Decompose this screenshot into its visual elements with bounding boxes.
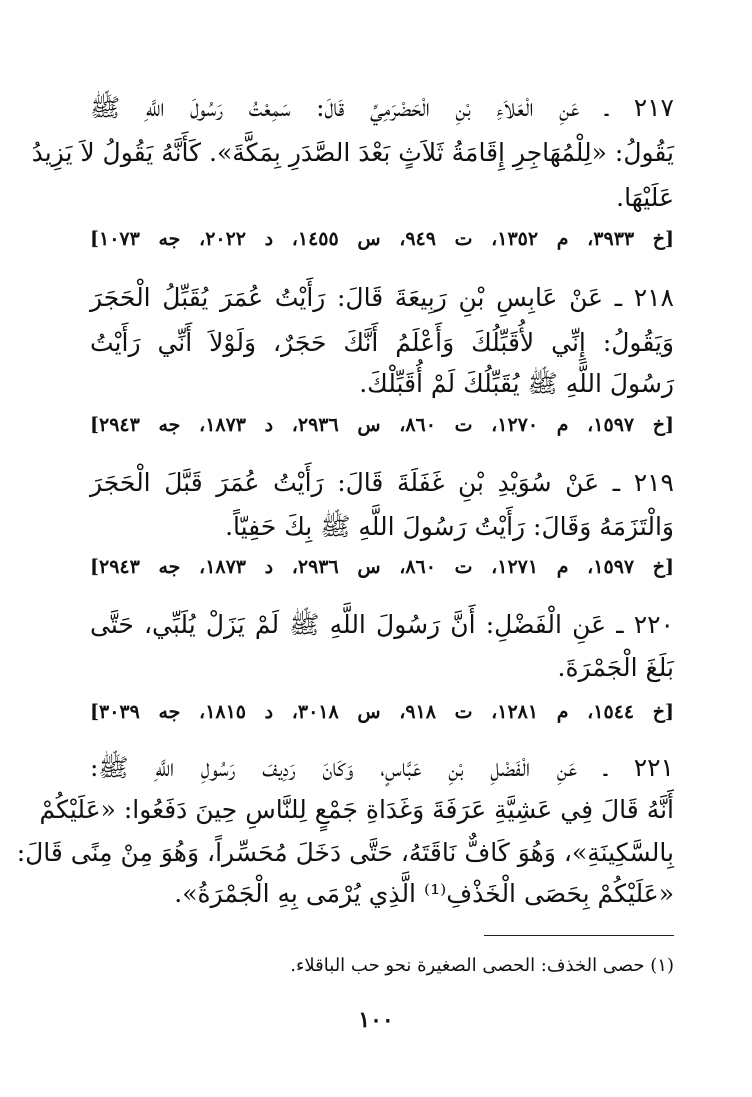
hadith-221-line-2: أَنَّهُ قَالَ فِي عَشِيَّةِ عَرَفَةَ وَغَدَاةِ جَمْعٍ لِلنَّاسِ حِينَ دَفَعُوا: «عَلَيْكُمْ (39, 795, 674, 824)
hadith-217-line-3: عَلَيْهَا. (616, 183, 674, 212)
hadith-219-line-2: وَالْتَزَمَهُ وَقَالَ: رَأَيْتُ رَسُولَ اللَّهِ ﷺ بِكَ حَفِيّاً. (225, 512, 674, 541)
hadith-218-line-3: رَسُولَ اللَّهِ ﷺ يُقَبِّلُكَ لَمْ أُقَبِّلْكَ. (359, 369, 674, 398)
hadith-221-line-3: بِالسَّكِينَةِ»، وَهُوَ كَافٌّ نَاقَتَهُ، حَتَّى دَخَلَ مُحَسِّراً، وَهُوَ مِنْ مِنًى قَالَ: (16, 838, 674, 867)
hadith-220-line-1: ٢٢٠ ـ عَنِ الْفَضْلِ: أَنَّ رَسُولَ اللَّهِ ﷺ لَمْ يَزَلْ يُلَبِّي، حَتَّى (90, 610, 674, 639)
hadith-219-reference: [خ ١٥٩٧، م ١٢٧١، ت ٨٦٠، س ٢٩٣٦، د ١٨٧٣، جه ٢٩٤٣] (90, 556, 675, 578)
footnote-divider (484, 935, 674, 936)
page-number: ١٠٠ (358, 1007, 394, 1033)
hadith-219-line-1: ٢١٩ ـ عَنْ سُوَيْدِ بْنِ غَفَلَةَ قَالَ: رَأَيْتُ عُمَرَ قَبَّلَ الْحَجَرَ (90, 468, 674, 497)
hadith-218-line-1: ٢١٨ ـ عَنْ عَابِسِ بْنِ رَبِيعَةَ قَالَ: رَأَيْتُ عُمَرَ يُقَبِّلُ الْحَجَرَ (90, 283, 674, 312)
hadith-217-line-2: يَقُولُ: «لِلْمُهَاجِرِ إِقَامَةُ ثَلاَثٍ بَعْدَ الصَّدَرِ بِمَكَّةَ». كَأَنَّهُ يَقُولُ لاَ يَزِيدُ (31, 138, 674, 167)
hadith-220-line-2: بَلَغَ الْجَمْرَةَ. (557, 653, 674, 682)
hadith-221-line-4: «عَلَيْكُمْ بِحَصَى الْخَذْفِ⁽¹⁾ الَّذِي يُرْمَى بِهِ الْجَمْرَةُ». (174, 879, 674, 908)
hadith-217-line-1: ٢١٧ ـ عَنِ الْعَلاَءِ بْنِ الْحَضْرَمِيِّ قَالَ: سَمِعْتُ رَسُولَ اللَّهِ ﷺ (90, 93, 674, 122)
hadith-217-reference: [خ ٣٩٣٣، م ١٣٥٢، ت ٩٤٩، س ١٤٥٥، د ٢٠٢٢، جه ١٠٧٣] (90, 228, 675, 250)
hadith-220-reference: [خ ١٥٤٤، م ١٢٨١، ت ٩١٨، س ٣٠١٨، د ١٨١٥، جه ٣٠٣٩] (90, 701, 675, 723)
hadith-218-reference: [خ ١٥٩٧، م ١٢٧٠، ت ٨٦٠، س ٢٩٣٦، د ١٨٧٣، جه ٢٩٤٣] (90, 414, 675, 436)
footnote: (١) حصى الخذف: الحصى الصغيرة نحو حب الباقلاء. (290, 955, 674, 976)
hadith-218-line-2: وَيَقُولُ: إِنِّي لأُقَبِّلُكَ وَأَعْلَمُ أَنَّكَ حَجَرٌ، وَلَوْلاَ أَنِّي رَأَيْتُ (90, 328, 674, 357)
hadith-221-line-1: ٢٢١ ـ عَنِ الْفَضْلِ بْنِ عَبَّاسٍ، وَكَانَ رَدِيفَ رَسُولِ اللَّهِ ﷺ: (90, 753, 674, 782)
